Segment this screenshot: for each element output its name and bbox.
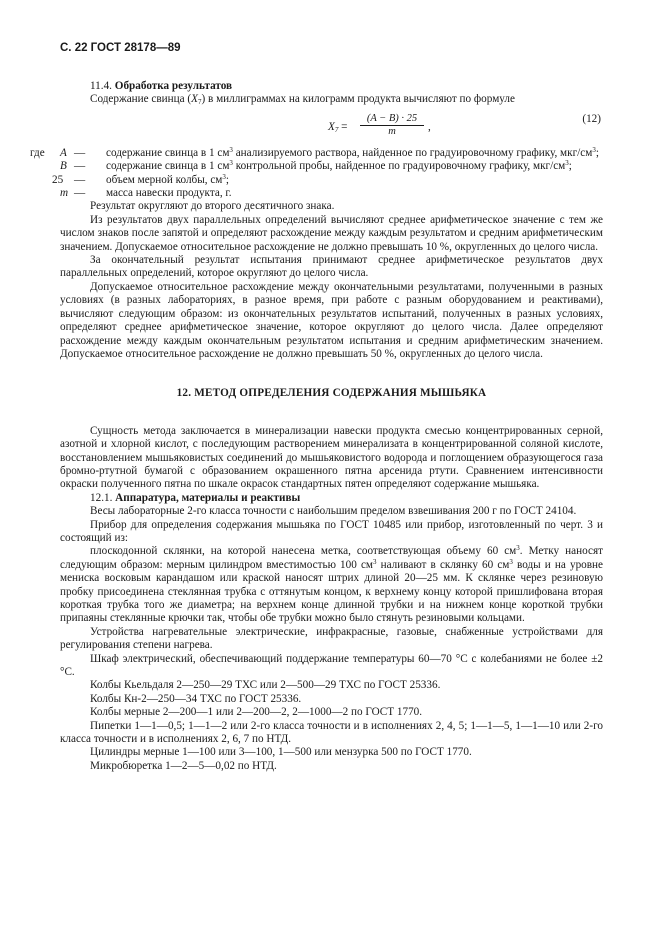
paragraph: Устройства нагревательные электрические, инфракрасные, газовые, снабженные устройствами для регулирования степени нагрева. <box>60 625 603 652</box>
formula-denominator: m <box>388 125 396 137</box>
formula-number: (12) <box>582 112 601 125</box>
formula-12: $X_7$ = $\frac{(A - B) \cdot 25}{m}$ , (12) <box>328 112 601 137</box>
formula-intro: Содержание свинца $(X_7)$ в миллиграммах на килограмм продукта вычисляют по формуле <box>90 93 515 107</box>
list-line: Колбы Кн-2—250—34 ТХС по ГОСТ 25336. <box>90 692 302 705</box>
definition-item: m — масса навески продукта, г. <box>60 187 232 200</box>
paragraph: Сущность метода заключается в минерализации навески продукта смесью концентрированных серной, азотной и хлорной кислот, с последующим растворением минерализата в концентрированной соляной кислоте, восстановлением мышьяковистых соединений до мышьяковистого водорода и поглощением образующегося газа бромно-ртутной бумагой с образованием окрашенного пятна арсенида ртути. Сравнением интенсивности окраски полученного пятна по шкале окрасок стандартных пятен определяют содержание мышьяка. <box>60 424 603 491</box>
page-header: С. 22 ГОСТ 28178—89 <box>60 42 181 54</box>
section-11-4-heading <box>60 80 603 93</box>
definition-item: где A — содержание свинца в 1 $см^3$ анализируемого раствора, найденное по градуировочному графику, мкг/$см^3$; <box>30 145 599 159</box>
paragraph: Шкаф электрический, обеспечивающий поддержание температуры 60—70 °С с колебаниями не более ±2 °С. <box>60 652 603 679</box>
paragraph: За окончательный результат испытания принимают среднее арифметическое результатов двух параллельных определений, которое округляют до целого числа. <box>60 254 603 280</box>
section-12-heading: 12. МЕТОД ОПРЕДЕЛЕНИЯ СОДЕРЖАНИЯ МЫШЬЯКА <box>176 387 487 400</box>
list-line: Колбы мерные 2—200—1 или 2—200—2, 2—1000—2 по ГОСТ 1770. <box>90 706 423 719</box>
list-line: Цилиндры мерные 1—100 или 3—100, 1—500 или мензурка 500 по ГОСТ 1770. <box>90 746 472 759</box>
formula-numerator: (A − B) · 25 <box>360 113 424 126</box>
paragraph: плоскодонной склянки, на которой нанесена метка, соответствующая объему 60 $см^3$. Метку наносят следующим образом: мерным цилиндром вместимостью 100 $см^3$ наливают в склянку 60 $см^3$ воды и на уровне мениска восковым карандашом или краской наносят штрих длиной 20—25 мм. К склянке через резиновую пробку присоединена стеклянная трубка с оттянутым концом, к верхнему концу которой пришлифована вторая короткая трубка того же диаметра; на верхнем конце длинной трубки и на нижнем конце короткой трубки припаяны стеклянные крючки так, чтобы обе трубки можно было стянуть резиновыми кольцами. <box>60 544 603 625</box>
formula-lhs: $X_7$ = <box>328 120 348 134</box>
formula-fraction <box>360 113 424 138</box>
section-12-1-heading: 12.1. Аппаратура, материалы и реактивы <box>90 491 301 504</box>
paragraph: Допускаемое относительное расхождение между окончательными результатами, полученными в разных условиях (в разных лабораториях, в разное время, при работе с разным оборудованием и реактивами), вычисляют следующим образом: из окончательных результатов испытаний, полученных в разных условиях, определяют среднее арифметическое значение, которое округляют до целого числа. Далее определяют расхождение между каждым окончательным результатом испытания и средним арифметическим значением. Допускаемое относительное расхождение не должно превышать 50 %, округленных до целого числа. <box>60 280 603 360</box>
section-number: 11.4. <box>90 80 112 92</box>
paragraph: Из результатов двух параллельных определений вычисляют среднее арифметическое значение с тем же числом знаков после запятой и определяют расхождение между каждым результатом и средним арифметическим значением. Допускаемое относительное расхождение не должно превышать 10 %, округленных до целого числа. <box>60 213 603 253</box>
list-line: Колбы Кьельдаля 2—250—29 ТХС или 2—500—29 ТХС по ГОСТ 25336. <box>90 679 441 692</box>
section-title: Обработка результатов <box>114 80 233 92</box>
definition-item: B — содержание свинца в 1 $см^3$ контрольной пробы, найденное по градуировочному графику, мкг/$см^3$; <box>60 159 572 173</box>
paragraph: Весы лабораторные 2-го класса точности с наибольшим пределом взвешивания 200 г по ГОСТ 24104. <box>90 505 577 518</box>
definitions-list <box>30 147 603 201</box>
text-column <box>30 80 603 773</box>
paragraph: Результат округляют до второго десятичного знака. <box>90 200 335 213</box>
list-line: Микробюретка 1—2—5—0,02 по НТД. <box>90 759 277 772</box>
definition-item: 25 — объем мерной колбы, $см^3$; <box>52 172 229 186</box>
paragraph: Пипетки 1—1—0,5; 1—1—2 или 2-го класса точности и в исполнениях 2, 4, 5; 1—1—5, 1—1—10 или 2-го класса точности и в исполнениях 2, 6, 7 по НТД. <box>60 719 603 746</box>
paragraph: Прибор для определения содержания мышьяка по ГОСТ 10485 или прибор, изготовленный по черт. 3 и состоящий из: <box>60 518 603 544</box>
